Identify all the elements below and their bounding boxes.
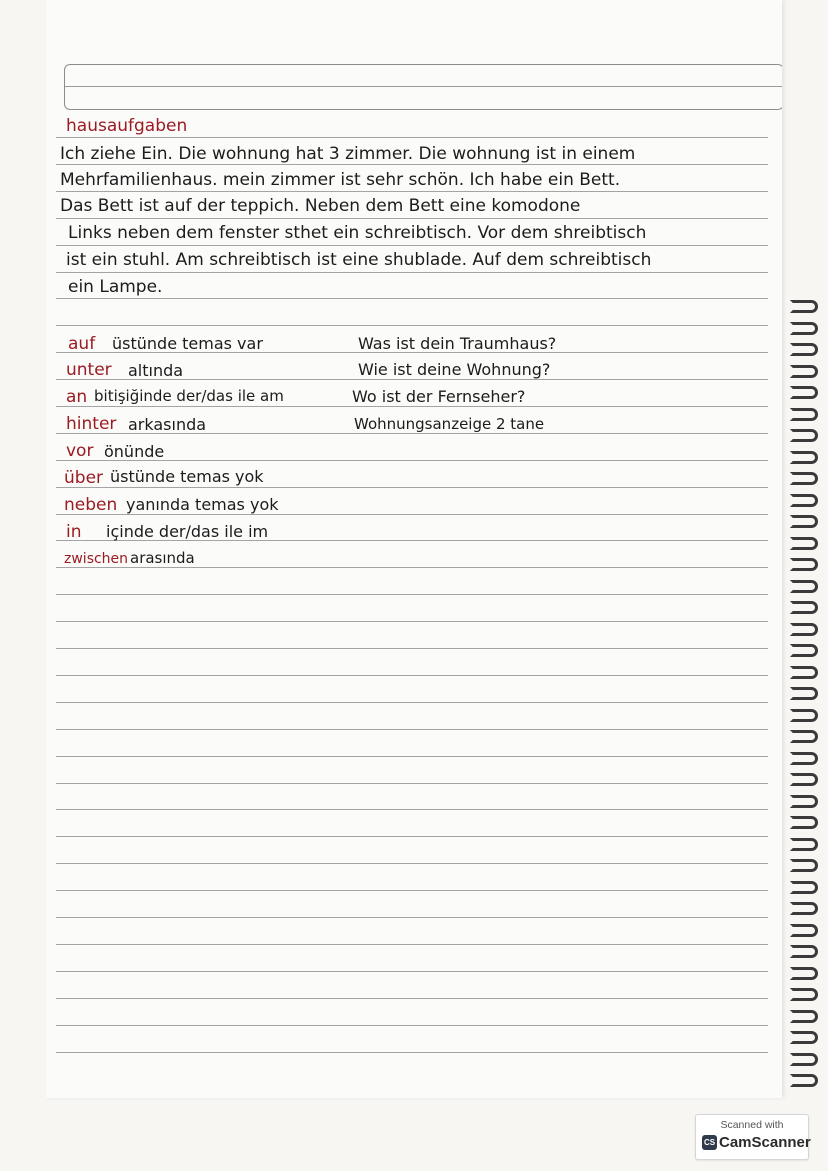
spiral-ring bbox=[790, 494, 818, 507]
spiral-ring bbox=[790, 300, 818, 313]
prep-term: zwischen bbox=[64, 551, 129, 567]
ruled-line bbox=[56, 298, 768, 299]
ruled-line bbox=[56, 406, 768, 407]
ruled-line bbox=[56, 783, 768, 784]
ruled-line bbox=[56, 567, 768, 568]
ruled-line bbox=[56, 756, 768, 757]
prep-meaning: önünde bbox=[104, 442, 165, 461]
camscanner-badge bbox=[695, 1114, 809, 1160]
spiral-ring bbox=[790, 730, 818, 743]
ruled-line bbox=[56, 675, 768, 676]
prep-meaning: üstünde temas var bbox=[112, 334, 263, 353]
prep-meaning: arkasında bbox=[128, 415, 207, 434]
spiral-ring bbox=[790, 773, 818, 786]
spiral-ring bbox=[790, 945, 818, 958]
ruled-line bbox=[56, 487, 768, 488]
spiral-ring bbox=[790, 580, 818, 593]
spiral-ring bbox=[790, 902, 818, 915]
prep-meaning: içinde der/das ile im bbox=[106, 522, 269, 541]
ruled-line bbox=[56, 998, 768, 999]
page-title: hausaufgaben bbox=[66, 116, 188, 136]
ruled-line bbox=[56, 944, 768, 945]
badge-caption: Scanned with bbox=[720, 1119, 784, 1131]
prep-meaning: altında bbox=[128, 361, 184, 380]
badge-brand: CamScanner bbox=[719, 1134, 811, 1151]
spiral-ring bbox=[790, 601, 818, 614]
ruled-line bbox=[56, 514, 768, 515]
ruled-line bbox=[56, 836, 768, 837]
spiral-ring bbox=[790, 1074, 818, 1087]
spiral-ring bbox=[790, 838, 818, 851]
ruled-line bbox=[56, 191, 768, 192]
ruled-line bbox=[56, 594, 768, 595]
paragraph-line-5: ist ein stuhl. Am schreibtisch ist eine shublade. Auf dem schreibtisch bbox=[66, 250, 652, 270]
spiral-ring bbox=[790, 924, 818, 937]
spiral-ring bbox=[790, 795, 818, 808]
prep-term: auf bbox=[68, 334, 96, 354]
prep-meaning: bitişiğinde der/das ile am bbox=[94, 387, 284, 405]
spiral-ring bbox=[790, 537, 818, 550]
ruled-line bbox=[56, 702, 768, 703]
spiral-binding bbox=[782, 0, 828, 1171]
paragraph-line-1: Ich ziehe Ein. Die wohnung hat 3 zimmer. Die wohnung ist in einem bbox=[60, 144, 636, 164]
spiral-ring bbox=[790, 1053, 818, 1066]
spiral-ring bbox=[790, 408, 818, 421]
ruled-line bbox=[56, 272, 768, 273]
paragraph-line-2: Mehrfamilienhaus. mein zimmer ist sehr schön. Ich habe ein Bett. bbox=[60, 170, 621, 190]
question-item: Was ist dein Traumhaus? bbox=[358, 334, 557, 353]
ruled-line bbox=[56, 621, 768, 622]
spiral-ring bbox=[790, 709, 818, 722]
ruled-line bbox=[56, 164, 768, 165]
spiral-ring bbox=[790, 623, 818, 636]
question-item: Wohnungsanzeige 2 tane bbox=[354, 415, 545, 433]
spiral-ring bbox=[790, 472, 818, 485]
ruled-line bbox=[56, 137, 768, 138]
spiral-ring bbox=[790, 1010, 818, 1023]
ruled-line bbox=[56, 917, 768, 918]
prep-meaning: yanında temas yok bbox=[126, 495, 279, 514]
spiral-ring bbox=[790, 1031, 818, 1044]
ruled-line bbox=[56, 218, 768, 219]
spiral-ring bbox=[790, 881, 818, 894]
prep-term: hinter bbox=[66, 414, 117, 434]
ruled-line bbox=[56, 890, 768, 891]
spiral-ring bbox=[790, 816, 818, 829]
camscanner-logo-icon: CS bbox=[702, 1135, 717, 1150]
spiral-ring bbox=[790, 988, 818, 1001]
notebook-page bbox=[46, 0, 782, 1098]
ruled-line bbox=[56, 325, 768, 326]
ruled-line bbox=[56, 729, 768, 730]
spiral-ring bbox=[790, 967, 818, 980]
prep-term: vor bbox=[66, 441, 94, 461]
prep-term: über bbox=[64, 468, 104, 488]
prep-term: an bbox=[66, 387, 88, 407]
ruled-line bbox=[56, 971, 768, 972]
prep-term: neben bbox=[64, 495, 118, 515]
spiral-ring bbox=[790, 752, 818, 765]
spiral-ring bbox=[790, 666, 818, 679]
question-item: Wo ist der Fernseher? bbox=[352, 387, 526, 406]
spiral-ring bbox=[790, 859, 818, 872]
spiral-ring bbox=[790, 386, 818, 399]
spiral-ring bbox=[790, 343, 818, 356]
spiral-ring bbox=[790, 558, 818, 571]
paragraph-line-4: Links neben dem fenster sthet ein schreibtisch. Vor dem shreibtisch bbox=[68, 223, 647, 243]
prep-term: in bbox=[66, 522, 82, 542]
header-box bbox=[64, 64, 782, 110]
paragraph-line-3: Das Bett ist auf der teppich. Neben dem Bett eine komodone bbox=[60, 196, 581, 216]
prep-meaning: arasında bbox=[130, 549, 195, 567]
prep-term: unter bbox=[66, 360, 112, 380]
ruled-line bbox=[56, 245, 768, 246]
spiral-ring bbox=[790, 644, 818, 657]
ruled-line bbox=[56, 809, 768, 810]
spiral-ring bbox=[790, 322, 818, 335]
spiral-ring bbox=[790, 687, 818, 700]
ruled-line bbox=[56, 1025, 768, 1026]
prep-meaning: üstünde temas yok bbox=[110, 467, 264, 486]
spiral-ring bbox=[790, 365, 818, 378]
ruled-line bbox=[56, 863, 768, 864]
paragraph-line-6: ein Lampe. bbox=[68, 277, 163, 297]
spiral-ring bbox=[790, 429, 818, 442]
question-item: Wie ist deine Wohnung? bbox=[358, 360, 551, 379]
spiral-ring bbox=[790, 515, 818, 528]
ruled-line bbox=[56, 648, 768, 649]
ruled-line bbox=[56, 1052, 768, 1053]
spiral-ring bbox=[790, 451, 818, 464]
